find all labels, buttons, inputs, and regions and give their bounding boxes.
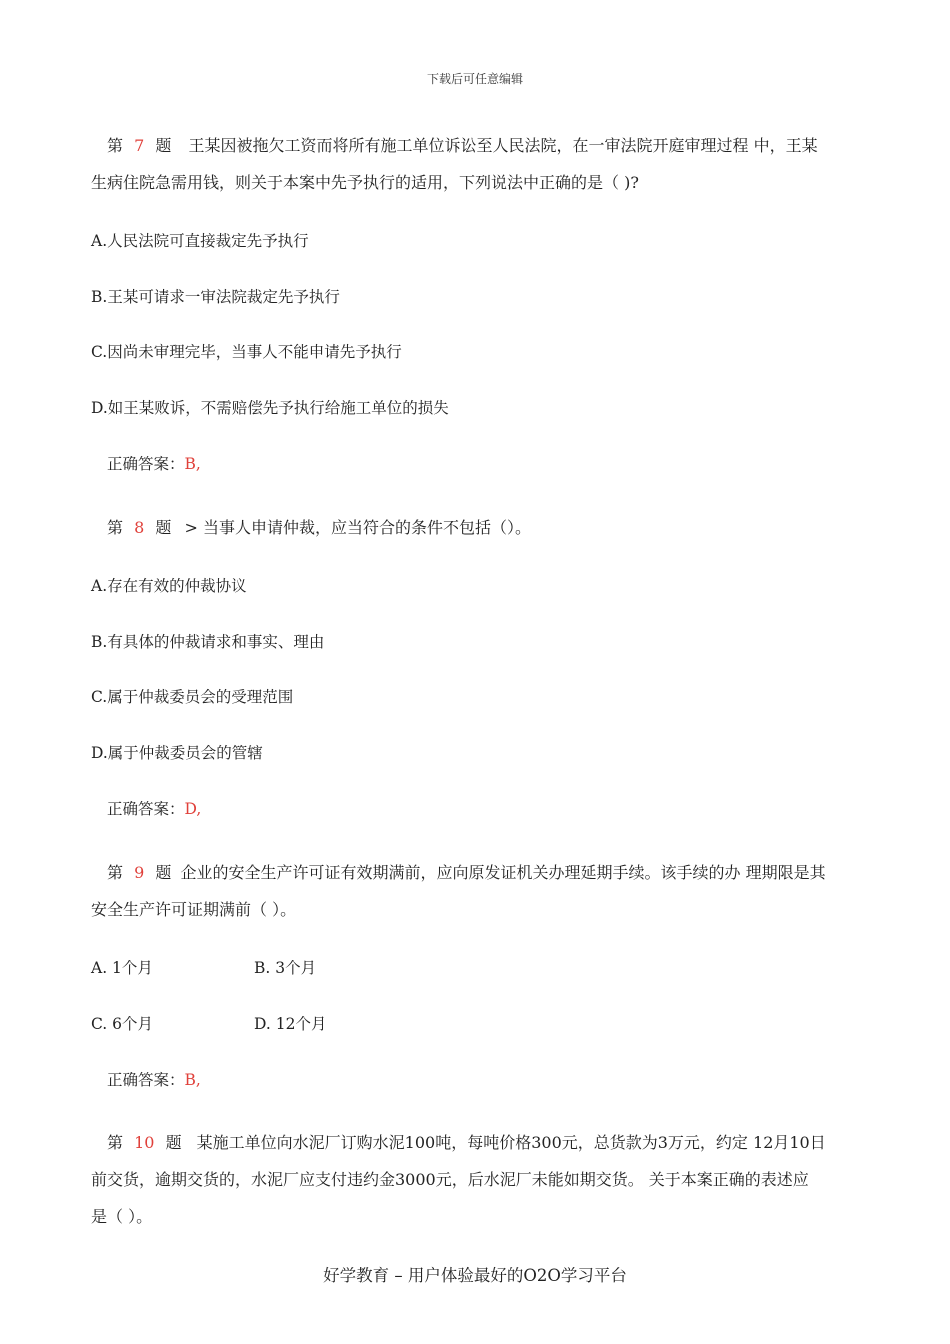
question-text-line-3: 是（ ）。: [91, 1207, 153, 1226]
question-prefix: 第: [107, 518, 124, 537]
option-c: C.因尚未审理完毕，当事人不能申请先予执行: [91, 343, 402, 361]
option-d: D.如王某败诉，不需赔偿先予执行给施工单位的损失: [91, 399, 449, 417]
question-number: 10: [134, 1133, 155, 1152]
question-prefix: 第: [107, 136, 124, 155]
question-10-title: [107, 1125, 826, 1161]
option-c: C.属于仲裁委员会的受理范围: [91, 688, 294, 706]
question-8-title: [107, 510, 531, 546]
option-a: A.人民法院可直接裁定先予执行: [91, 232, 309, 250]
question-7-title: [107, 128, 818, 164]
answer-value: B,: [184, 1071, 201, 1089]
answer-value: D,: [184, 800, 202, 818]
answer-line: [107, 452, 201, 474]
option-a: A. 1个月: [91, 959, 153, 977]
option-a: A.存在有效的仲裁协议: [91, 577, 247, 595]
question-number: 7: [134, 136, 145, 155]
question-suffix: 题: [165, 1133, 182, 1152]
question-text-line-1: 某施工单位向水泥厂订购水泥100吨，每吨价格300元，总货款为3万元，约定 12月10日: [196, 1133, 826, 1152]
option-d: D. 12个月: [254, 1015, 327, 1033]
question-prefix: 第: [107, 863, 124, 882]
question-suffix: 题: [155, 136, 172, 155]
question-suffix: 题: [155, 863, 172, 882]
answer-value: B,: [184, 455, 201, 473]
option-b: B.王某可请求一审法院裁定先予执行: [91, 288, 340, 306]
question-suffix: 题: [155, 518, 172, 537]
question-text: > 当事人申请仲裁，应当符合的条件不包括（）。: [184, 518, 531, 537]
question-text-line-1: 企业的安全生产许可证有效期满前，应向原发证机关办理延期手续。该手续的办 理期限是其: [180, 863, 826, 882]
answer-line: [107, 797, 201, 819]
page-header: 下载后可任意编辑: [426, 72, 523, 86]
question-text-line-1: 王某因被拖欠工资而将所有施工单位诉讼至人民法院，在一审法院开庭审理过程 中，王某: [188, 136, 818, 155]
answer-label: 正确答案：: [107, 455, 185, 473]
question-prefix: 第: [107, 1133, 124, 1152]
option-b: B.有具体的仲裁请求和事实、理由: [91, 633, 325, 651]
question-number: 8: [134, 518, 145, 537]
answer-label: 正确答案：: [107, 1071, 185, 1089]
question-text-line-2: 安全生产许可证期满前（ ）。: [91, 900, 297, 919]
option-b: B. 3个月: [254, 959, 317, 977]
option-d: D.属于仲裁委员会的管辖: [91, 744, 263, 762]
question-9-title: [107, 855, 826, 891]
question-text-line-2: 前交货，逾期交货的，水泥厂应支付违约金3000元，后水泥厂未能如期交货。 关于本案正确的表述应: [91, 1170, 809, 1189]
page-footer: 好学教育 – 用户体验最好的O2O学习平台: [323, 1266, 627, 1285]
question-text-line-2: 生病住院急需用钱，则关于本案中先予执行的适用，下列说法中正确的是（ )?: [91, 173, 639, 192]
answer-line: [107, 1068, 201, 1090]
question-number: 9: [134, 863, 145, 882]
answer-label: 正确答案：: [107, 800, 185, 818]
option-c: C. 6个月: [91, 1015, 154, 1033]
